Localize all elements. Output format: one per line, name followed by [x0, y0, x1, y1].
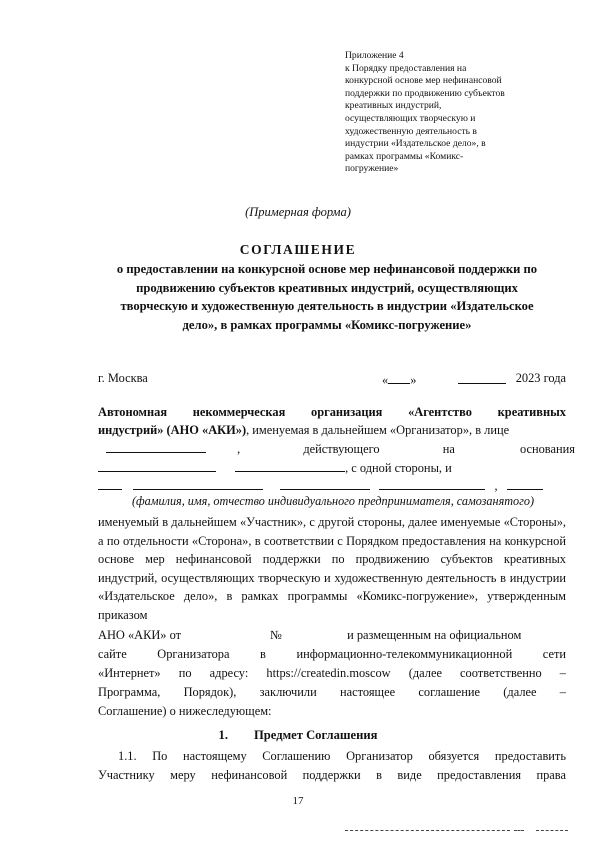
footer-rule [345, 830, 510, 832]
appendix-line: Приложение 4 [345, 50, 404, 61]
appendix-line: поддержки по продвижению субъектов [345, 87, 505, 99]
city-label: г. Москва [98, 371, 148, 385]
appendix-line: креативных индустрий, [345, 100, 442, 112]
footer-rule [514, 830, 524, 832]
internet-line: «Интернет» по адресу: https://createdin.moscow (далее соответственно – [98, 666, 566, 680]
clause-line: Участнику меру нефинансовой поддержки в виде предоставления права [98, 768, 566, 782]
appendix-line: к Порядку предоставления на [345, 62, 467, 74]
representative-line: , действующего на основания [98, 440, 566, 459]
appendix-line: рамках программы «Комикс- [345, 150, 464, 162]
site-line: сайте Организатора в информационно-телекоммуникационной сети [98, 647, 566, 661]
representative-name-field[interactable] [106, 440, 206, 453]
appendix-line: индустрии «Издательское дело», в [345, 138, 486, 150]
appendix-line: конкурсной основе мер нефинансовой [345, 75, 502, 87]
place-date-row [98, 371, 566, 387]
section-number: 1. [218, 728, 228, 742]
page-number: 17 [292, 795, 304, 807]
program-line: Программа, Порядок), заключили настоящее соглашение (далее – [98, 685, 566, 699]
basis-field-2[interactable] [235, 459, 345, 472]
appendix-line: погружение» [345, 163, 399, 175]
footer-rule [536, 830, 568, 832]
participant-line: , [98, 477, 566, 496]
appendix-block [345, 50, 570, 176]
appendix-line: художественную деятельность в [345, 125, 477, 137]
org-name-line-2: индустрий» (АНО «АКИ»), именуемая в дальнейшем «Организатор», в лице [98, 423, 510, 437]
fio-caption: (фамилия, имя, отчество индивидуального предпринимателя, самозанятого) [131, 494, 535, 508]
section-title: Предмет Соглашения [253, 728, 378, 742]
date-day-field[interactable]: « » [382, 373, 417, 387]
date-month-field[interactable] [458, 371, 506, 384]
preamble-paragraph: именуемый в дальнейшем «Участник», с другой стороны, далее именуемые «Стороны», а по отдельности «Сторона», в соответствии с Порядком предоставления на конкурсной основе мер нефинансовой поддержки по продвижению субъектов креативных индустрий, осуществляющих творческую и художественную деятельность в индустрии «Издательское дело», в рамках программы «Комикс-погружение», утвержденным приказом [98, 515, 566, 622]
participant-name-field[interactable] [507, 477, 543, 490]
order-line: АНО «АКИ» от № и размещенным на официальном [98, 628, 522, 642]
year-label: 2023 года [515, 371, 566, 385]
appendix-line: осуществляющих творческую и [345, 112, 476, 124]
basis-line: , с одной стороны, и [98, 459, 566, 478]
agreement-line: Соглашение) о нижеследующем: [98, 704, 272, 718]
org-name-line: Автономная некоммерческая организация «Агентство креативных [98, 405, 566, 419]
clause-line: 1.1. По настоящему Соглашению Организатор обязуется предоставить [118, 749, 566, 763]
document-subtitle: о предоставлении на конкурсной основе мер нефинансовой поддержки по продвижению субъектов креативных индустрий, осуществляющих творческую и художественную деятельность в индустрии «Издательское дело», в рамках программы «Комикс-погружение» [116, 262, 538, 332]
basis-field-1[interactable] [98, 459, 216, 472]
section-heading [0, 728, 596, 743]
form-note: (Примерная форма) [245, 205, 351, 219]
document-title: СОГЛАШЕНИЕ [239, 242, 357, 257]
